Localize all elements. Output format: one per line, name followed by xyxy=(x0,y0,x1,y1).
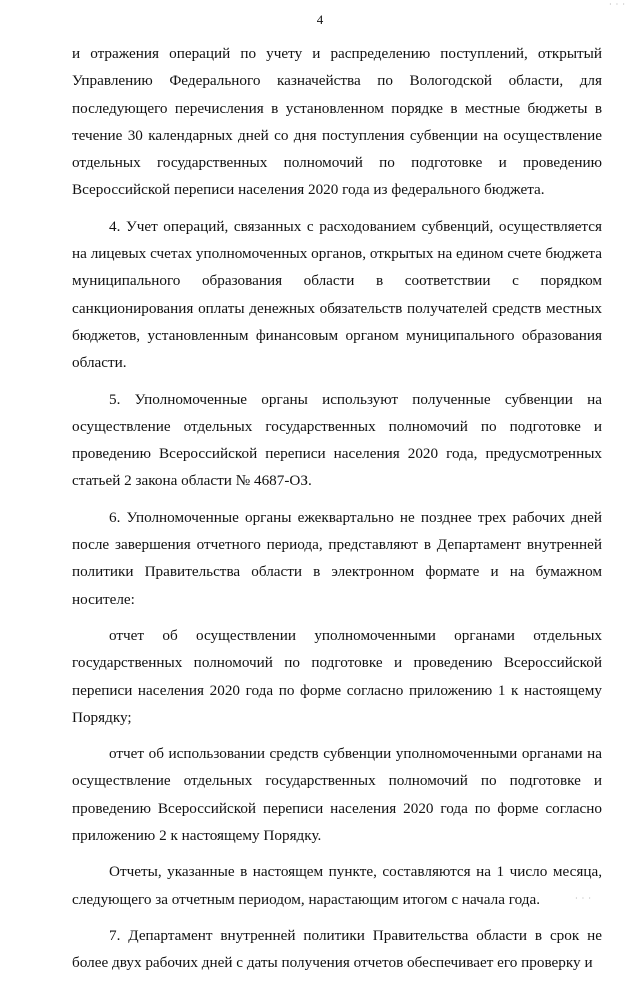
paragraph-item-5: 5. Уполномоченные органы используют полученные субвенции на осуществление отдельных государственных полномочий по подготовке и проведению Всероссийской переписи населения 2020 года, предусмотренных статьей 2 закона области № 4687-ОЗ. xyxy=(72,390,602,490)
paragraph-continuation: и отражения операций по учету и распределению поступлений, открытый Управлению Федерального казначейства по Вологодской области, для последующего перечисления в установленном порядке в местные бюджеты в течение 30 календарных дней со дня поступления субвенции на осуществление отдельных государственных полномочий по подготовке и проведению Всероссийской переписи населения 2020 года из федерального бюджета. xyxy=(72,45,602,199)
paragraph-reports-date: Отчеты, указанные в настоящем пункте, составляются на 1 число месяца, следующего за отчетным периодом, нарастающим итогом с начала года. xyxy=(72,863,602,908)
paragraph-item-7: 7. Департамент внутренней политики Правительства области в срок не более двух рабочих дней с даты получения отчетов обеспечивает его проверку и xyxy=(72,926,602,972)
scan-mark-bottom: · · · xyxy=(575,894,592,903)
paragraph-report-implementation: отчет об осуществлении уполномоченными органами отдельных государственных полномочий по подготовке и проведению Всероссийской переписи населения 2020 года по форме согласно приложению 1 к настоящему Порядку; xyxy=(72,626,602,726)
document-body xyxy=(72,40,602,986)
paragraph-report-funds-usage: отчет об использовании средств субвенции уполномоченными органами на осуществление отдельных государственных полномочий по подготовке и проведению Всероссийской переписи населения 2020 года по форме согласно приложению 2 к настоящему Порядку. xyxy=(72,745,602,845)
page-number: 4 xyxy=(316,12,324,27)
paragraph-item-4: 4. Учет операций, связанных с расходованием субвенций, осуществляется на лицевых счетах уполномоченных органов, открытых на едином счете бюджета муниципального образования области в соответствии с порядком санкционирования оплаты денежных обязательств получателей средств местных бюджетов, установленным финансовым органом муниципального образования области. xyxy=(72,217,602,372)
scan-mark-top: · · · xyxy=(609,0,626,9)
paragraph-item-6: 6. Уполномоченные органы ежеквартально не позднее трех рабочих дней после завершения отчетного периода, представляют в Департамент внутренней политики Правительства области в электронном формате и на бумажном носителе: xyxy=(72,508,602,608)
